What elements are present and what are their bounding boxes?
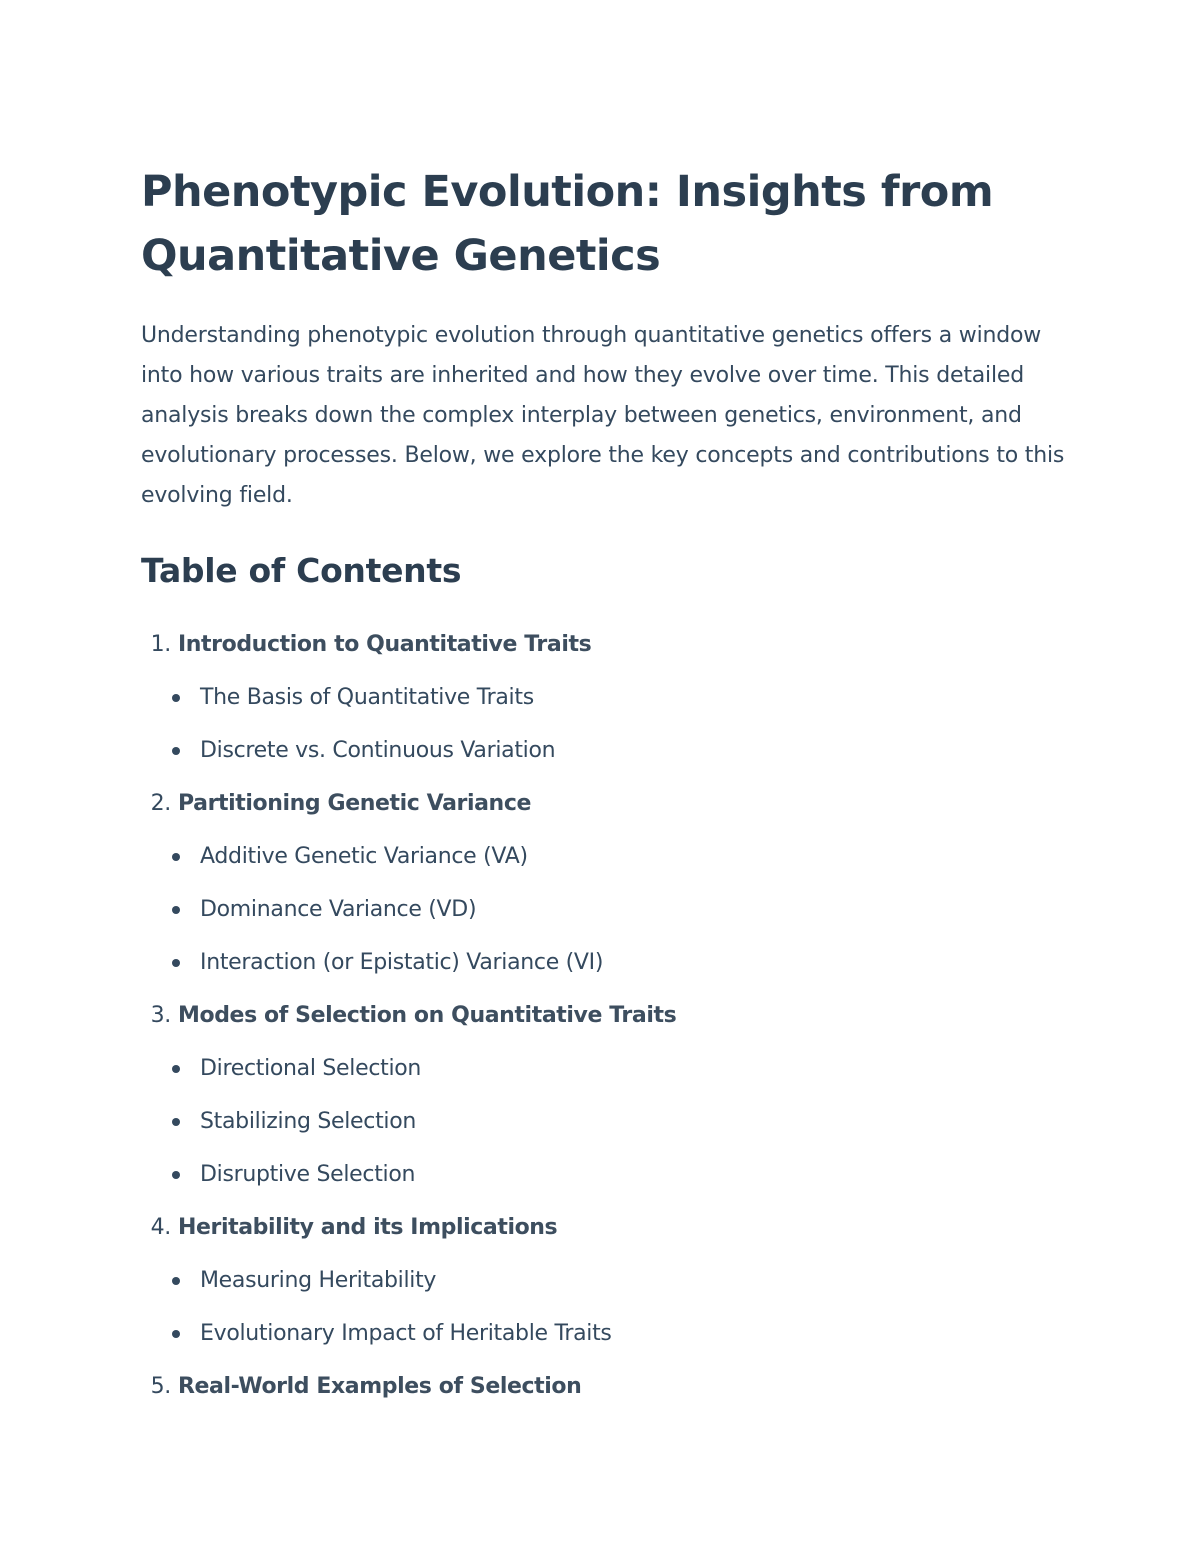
toc-subsection-list [141,1042,1071,1201]
toc-section-number: 3. [150,1003,171,1028]
toc-subsection-label[interactable]: Interaction (or Epistatic) Variance (VI) [200,950,604,975]
toc-section-row [141,989,1071,1042]
toc-subsection-item [141,936,1071,989]
intro-paragraph: Understanding phenotypic evolution through quantitative genetics offers a window into how various traits are inherited and how they evolve over time. This detailed analysis breaks down the complex interplay between genetics, environment, and evolutionary processes. Below, we explore the key concepts and contributions to this evolving field. [141,323,1065,508]
bullet-icon [172,1065,180,1073]
toc-subsection-list [141,671,1071,777]
toc-section-number: 4. [150,1215,171,1240]
toc-section [141,777,1071,989]
toc-section-title[interactable]: Modes of Selection on Quantitative Traits [178,1003,677,1028]
toc-subsection-label[interactable]: Measuring Heritability [200,1268,437,1293]
toc-section-title[interactable]: Partitioning Genetic Variance [178,791,531,816]
toc-subsection-label[interactable]: Disruptive Selection [200,1162,416,1187]
toc-section [141,1201,1071,1360]
bullet-icon [172,1330,180,1338]
bullet-icon [172,959,180,967]
bullet-icon [172,1277,180,1285]
toc-section [141,1360,1071,1413]
toc-subsection-item [141,1095,1071,1148]
toc-section-row [141,1360,1071,1413]
toc-subsection-list [141,1254,1071,1360]
toc-section-title[interactable]: Real-World Examples of Selection [178,1374,582,1399]
toc-section-row [141,1201,1071,1254]
toc-section-row [141,777,1071,830]
toc-heading: Table of Contents [141,551,462,590]
table-of-contents [141,618,1071,1413]
toc-subsection-item [141,883,1071,936]
toc-subsection-label[interactable]: The Basis of Quantitative Traits [200,685,534,710]
toc-section-number: 5. [150,1374,171,1399]
toc-section-row [141,618,1071,671]
toc-subsection-label[interactable]: Stabilizing Selection [200,1109,417,1134]
toc-subsection-label[interactable]: Discrete vs. Continuous Variation [200,738,556,763]
toc-subsection-label[interactable]: Directional Selection [200,1056,422,1081]
toc-subsection-item [141,1307,1071,1360]
bullet-icon [172,906,180,914]
toc-subsection-item [141,1254,1071,1307]
document-page [141,160,1071,1413]
toc-section [141,618,1071,777]
toc-subsection-item [141,1148,1071,1201]
toc-section-number: 1. [150,632,171,657]
bullet-icon [172,747,180,755]
page-title: Phenotypic Evolution: Insights from Quantitative Genetics [141,167,994,281]
bullet-icon [172,1171,180,1179]
toc-section-number: 2. [150,791,171,816]
toc-subsection-item [141,724,1071,777]
toc-section-title[interactable]: Heritability and its Implications [178,1215,558,1240]
toc-subsection-item [141,671,1071,724]
toc-subsection-label[interactable]: Dominance Variance (VD) [200,897,477,922]
bullet-icon [172,1118,180,1126]
toc-subsection-label[interactable]: Additive Genetic Variance (VA) [200,844,528,869]
bullet-icon [172,694,180,702]
toc-section [141,989,1071,1201]
toc-subsection-list [141,830,1071,989]
toc-section-title[interactable]: Introduction to Quantitative Traits [178,632,592,657]
toc-subsection-item [141,1042,1071,1095]
toc-subsection-label[interactable]: Evolutionary Impact of Heritable Traits [200,1321,612,1346]
toc-subsection-item [141,830,1071,883]
bullet-icon [172,853,180,861]
